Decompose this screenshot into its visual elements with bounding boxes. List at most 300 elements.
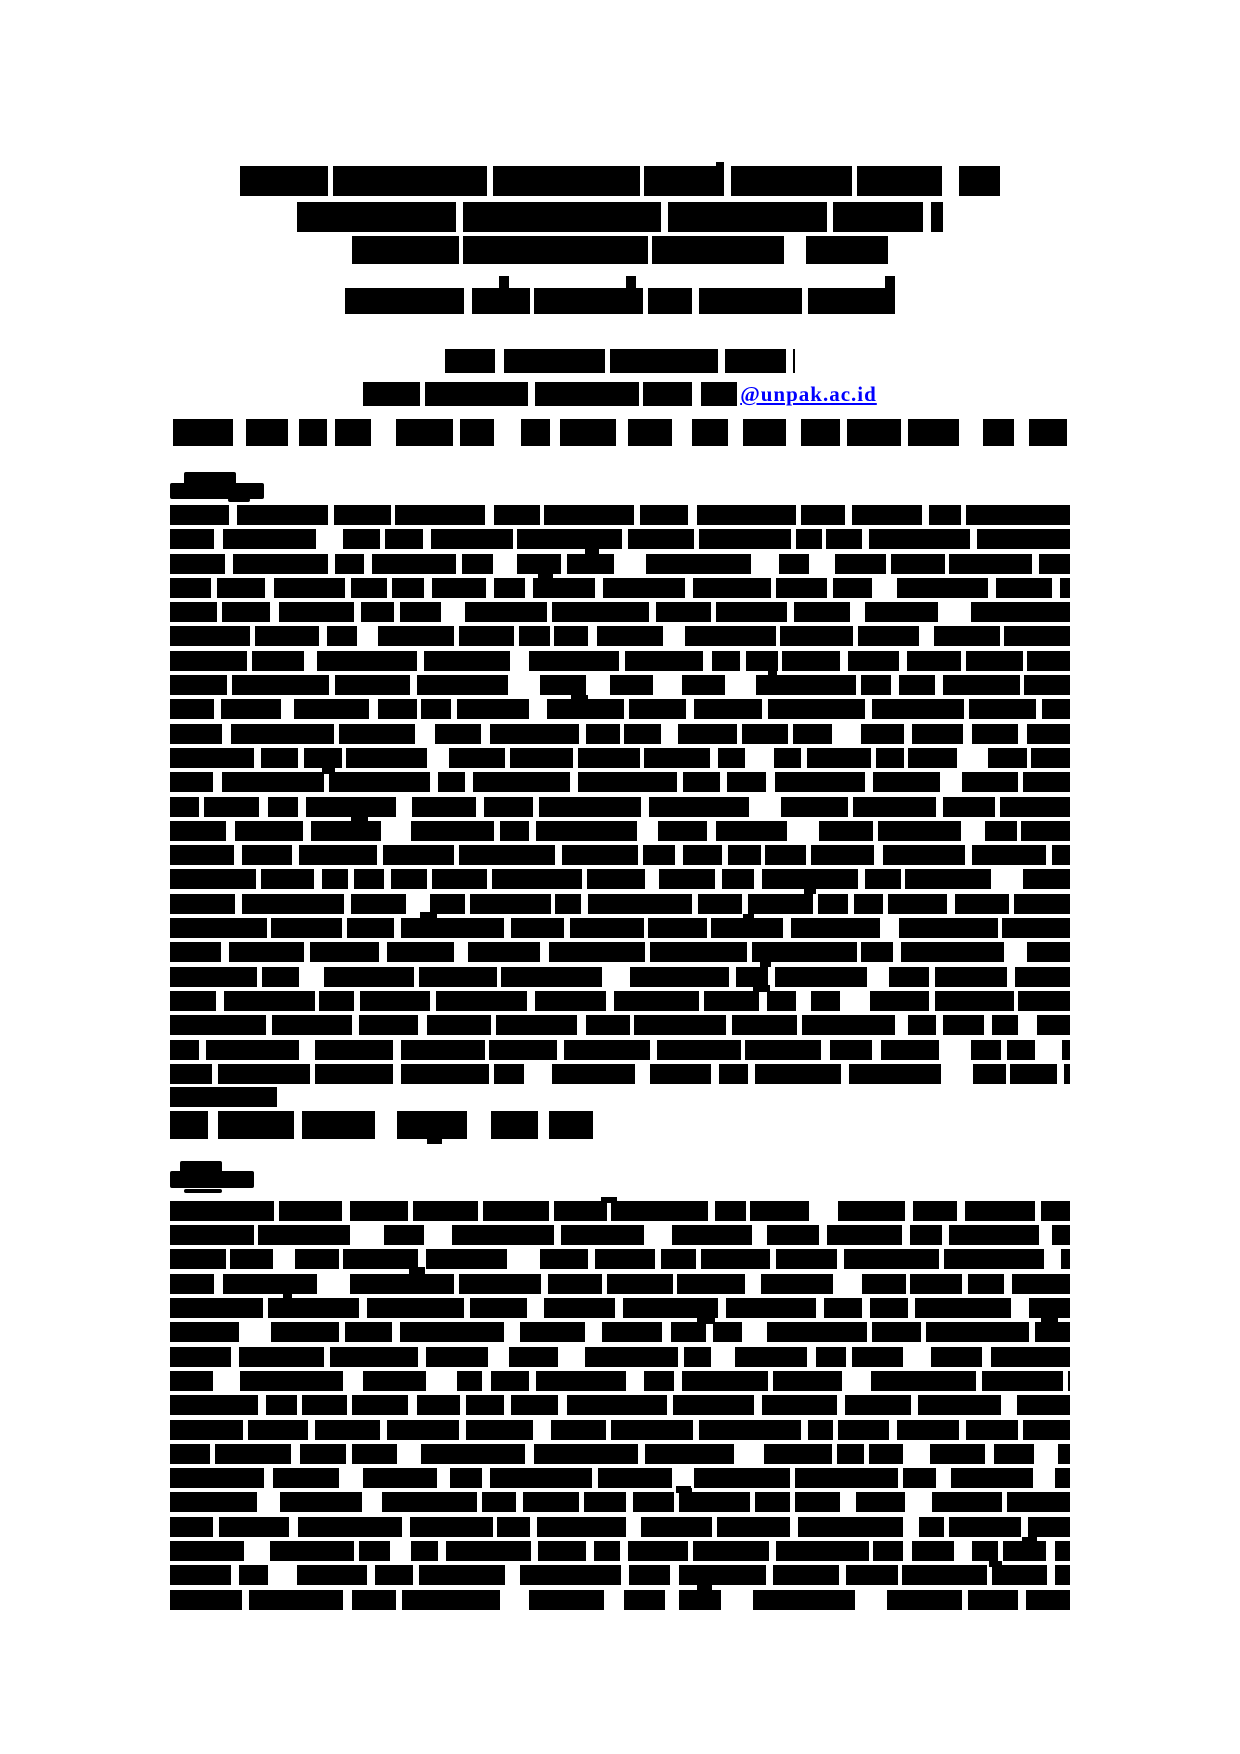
redacted-segment [235, 821, 303, 841]
redacted-segment [426, 1347, 487, 1367]
redacted-segment [417, 675, 508, 695]
redacted-segment [222, 772, 325, 792]
redacted-segment [240, 166, 328, 196]
redacted-segment [774, 748, 801, 768]
redacted-segment [944, 1249, 1045, 1269]
redacted-segment [1031, 748, 1070, 768]
redacted-segment [567, 1395, 667, 1415]
redacted-segment [387, 942, 454, 962]
redacted-segment [873, 772, 940, 792]
redacted-segment [459, 1274, 540, 1294]
redacted-segment [218, 1111, 293, 1139]
redacted-segment [731, 166, 852, 196]
redacted-segment [650, 1064, 711, 1084]
redacted-segment [1052, 845, 1070, 865]
redacted-segment [204, 797, 259, 817]
redacted-segment [808, 1420, 833, 1440]
redacted-segment [271, 918, 342, 938]
redacted-segment [773, 1565, 839, 1585]
redacted-text-line [170, 1274, 1070, 1294]
redacted-segment [534, 1444, 638, 1464]
redacted-segment [529, 651, 619, 671]
redacted-segment [401, 918, 504, 938]
redacted-segment [426, 1249, 508, 1269]
redacted-segment [649, 797, 750, 817]
redacted-segment [717, 1517, 790, 1537]
redacted-segment [324, 967, 413, 987]
redacted-segment [624, 1590, 666, 1610]
redacted-segment [838, 1201, 906, 1221]
section-heading [170, 1161, 254, 1193]
redacted-segment [567, 554, 614, 574]
redacted-segment [170, 1517, 213, 1537]
redacted-segment [170, 699, 214, 719]
redacted-segment [718, 748, 745, 768]
redacted-segment [419, 967, 497, 987]
redacted-segment [899, 918, 998, 938]
redacted-segment [511, 1395, 558, 1415]
redacted-segment [261, 748, 299, 768]
redacted-segment [170, 991, 216, 1011]
redacted-segment [611, 1201, 708, 1221]
redacted-segment [354, 869, 384, 889]
redacted-text-line [170, 1040, 1070, 1060]
redacted-segment [603, 578, 685, 598]
redacted-segment [493, 166, 639, 196]
redacted-segment [317, 651, 417, 671]
redacted-segment [897, 578, 988, 598]
redacted-segment [931, 1347, 982, 1367]
redacted-segment [861, 724, 904, 744]
redacted-segment [1023, 1420, 1070, 1440]
redacted-segment [985, 821, 1017, 841]
redacted-segment [611, 1420, 693, 1440]
redacted-segment [973, 1064, 1006, 1084]
redacted-segment [482, 1492, 516, 1512]
redacted-segment [827, 1225, 902, 1245]
redacted-segment [534, 288, 643, 314]
redacted-segment [833, 578, 872, 598]
redacted-segment [491, 1371, 529, 1391]
redacted-segment [838, 1420, 888, 1440]
redacted-segment [587, 869, 644, 889]
redacted-segment [497, 1517, 530, 1537]
redacted-segment [586, 1015, 630, 1035]
redacted-segment [232, 675, 329, 695]
redacted-segment [352, 1590, 397, 1610]
redacted-segment [536, 821, 637, 841]
paper-title-block [240, 166, 1000, 264]
redacted-segment [648, 918, 706, 938]
redacted-segment [912, 724, 963, 744]
redacted-segment [873, 1541, 903, 1561]
redacted-segment [1004, 626, 1070, 646]
redacted-segment [218, 1064, 310, 1084]
redacted-segment [239, 1347, 323, 1367]
redacted-segment [494, 505, 540, 525]
redacted-segment [988, 748, 1026, 768]
redacted-segment [170, 1371, 213, 1391]
redacted-segment [971, 1040, 1001, 1060]
redacted-segment [489, 1040, 557, 1060]
redacted-segment [811, 991, 840, 1011]
redacted-segment [870, 1298, 908, 1318]
redacted-ascender-bit [1022, 1537, 1037, 1543]
redacted-segment [634, 1015, 726, 1035]
redacted-segment [903, 1468, 936, 1488]
redacted-segment [538, 1541, 586, 1561]
redacted-segment [170, 651, 247, 671]
redacted-segment [901, 942, 1004, 962]
redacted-segment [1024, 675, 1070, 695]
redacted-text-line [170, 1249, 1070, 1269]
redacted-segment [552, 1064, 634, 1084]
redacted-segment [671, 1322, 706, 1342]
redacted-segment [1015, 967, 1070, 987]
redacted-segment [1007, 1492, 1070, 1512]
redacted-segment [966, 651, 1022, 671]
redacted-text-line [170, 918, 1070, 938]
redacted-segment [748, 894, 813, 914]
redacted-segment [795, 1492, 840, 1512]
redacted-segment [780, 626, 853, 646]
redacted-segment [725, 349, 787, 373]
redacted-text-line [170, 991, 1070, 1011]
redacted-segment [435, 724, 482, 744]
redacted-segment [280, 1492, 362, 1512]
redacted-segment [907, 651, 961, 671]
redacted-text-line [170, 1492, 1070, 1512]
redacted-segment [991, 1347, 1070, 1367]
redacted-text-line [170, 1201, 1070, 1221]
redacted-segment [535, 991, 606, 1011]
redacted-segment [888, 894, 947, 914]
redacted-segment [430, 894, 465, 914]
redacted-segment [682, 1371, 768, 1391]
redacted-segment [279, 1201, 342, 1221]
redacted-heading-shape [228, 498, 250, 502]
redacted-segment [402, 1590, 500, 1610]
redacted-text-line [170, 1015, 1070, 1035]
redacted-segment [509, 1347, 558, 1367]
redacted-text-line [170, 1590, 1070, 1610]
redacted-segment [902, 1565, 987, 1585]
redacted-segment [853, 797, 936, 817]
redacted-segment [533, 578, 595, 598]
redacted-segment [887, 1590, 961, 1610]
redacted-segment [466, 1395, 505, 1415]
redacted-segment [679, 1565, 766, 1585]
redacted-segment [856, 1492, 905, 1512]
redacted-segment [943, 797, 995, 817]
redacted-text-line [170, 1322, 1070, 1342]
redacted-segment [378, 699, 417, 719]
redacted-ascender-bit [351, 817, 368, 823]
redacted-segment [346, 748, 427, 768]
redacted-text-line [170, 1395, 1070, 1415]
redacted-segment [891, 554, 944, 574]
redacted-segment [345, 1322, 391, 1342]
redacted-segment [170, 1322, 239, 1342]
redacted-text-line [170, 651, 1070, 671]
redacted-segment [629, 1565, 671, 1585]
redacted-text-line [170, 1517, 1070, 1537]
redacted-segment [1039, 554, 1070, 574]
redacted-segment [252, 651, 304, 671]
redacted-segment [484, 797, 533, 817]
redacted-segment [361, 602, 393, 622]
redacted-segment [899, 675, 935, 695]
redacted-segment [333, 166, 487, 196]
redacted-segment [646, 554, 750, 574]
redacted-segment [847, 419, 900, 446]
keywords-label [170, 1087, 277, 1107]
redacted-segment [764, 1444, 833, 1464]
redacted-segment [852, 505, 922, 525]
redacted-segment [170, 1064, 212, 1084]
redacted-segment [343, 529, 380, 549]
redacted-segment [170, 1111, 208, 1139]
redacted-segment [463, 202, 661, 232]
redacted-segment [170, 1444, 210, 1464]
redacted-segment [223, 529, 316, 549]
keywords-list [170, 1111, 593, 1139]
redacted-segment [1010, 1064, 1057, 1084]
redacted-segment [492, 869, 582, 889]
redacted-segment [830, 1040, 872, 1060]
redacted-segment [935, 991, 1014, 1011]
redacted-segment [578, 748, 640, 768]
redacted-segment [693, 578, 771, 598]
redacted-segment [400, 602, 441, 622]
redacted-segment [659, 869, 715, 889]
redacted-segment [996, 578, 1052, 598]
abstract-paragraph [170, 505, 1070, 1084]
redacted-segment [870, 991, 929, 1011]
redacted-segment [844, 1249, 939, 1269]
redacted-segment [170, 554, 225, 574]
redacted-segment [217, 578, 265, 598]
redacted-segment [872, 1322, 921, 1342]
redacted-segment [242, 894, 344, 914]
redacted-segment [446, 1541, 531, 1561]
redacted-segment [170, 1590, 242, 1610]
redacted-segment [229, 942, 304, 962]
citation-line [173, 419, 1067, 446]
redacted-segment [727, 772, 767, 792]
redacted-segment [170, 1274, 214, 1294]
correspondence-redacted-text [363, 382, 737, 406]
redacted-segment [871, 1371, 976, 1391]
redacted-segment [536, 1371, 626, 1391]
redacted-segment [661, 1249, 696, 1269]
redacted-segment [862, 1274, 906, 1294]
redacted-segment [779, 554, 810, 574]
redacted-segment [910, 1274, 962, 1294]
redacted-text-line [170, 578, 1070, 598]
redacted-segment [385, 529, 424, 549]
redacted-segment [931, 202, 943, 232]
redacted-segment [436, 991, 527, 1011]
redacted-text-line [170, 1420, 1070, 1440]
redacted-segment [170, 602, 217, 622]
redacted-segment [775, 967, 868, 987]
redacted-text-line [170, 894, 1070, 914]
correspondence-line [363, 381, 877, 407]
redacted-segment [517, 554, 560, 574]
redacted-segment [801, 505, 846, 525]
redacted-segment [645, 1444, 734, 1464]
redacted-segment [614, 991, 699, 1011]
redacted-segment [327, 626, 357, 646]
redacted-segment [968, 1274, 1004, 1294]
redacted-text-line [170, 724, 1070, 744]
redacted-segment [652, 236, 784, 264]
redacted-segment [494, 578, 525, 598]
redacted-segment [330, 1347, 418, 1367]
redacted-segment [459, 626, 514, 646]
redacted-segment [483, 1201, 549, 1221]
redacted-segment [329, 772, 430, 792]
redacted-segment [350, 1201, 408, 1221]
author-superscript-mark [499, 276, 509, 289]
redacted-segment [215, 1444, 291, 1464]
redacted-segment [628, 419, 672, 446]
redacted-segment [854, 894, 883, 914]
redacted-segment [449, 748, 505, 768]
redacted-segment [678, 724, 736, 744]
redacted-segment [432, 869, 488, 889]
redacted-segment [319, 991, 353, 1011]
redacted-segment [994, 1444, 1035, 1464]
redacted-segment [170, 1201, 274, 1221]
redacted-segment [339, 724, 416, 744]
redacted-heading-shape [184, 1189, 222, 1193]
redacted-segment [231, 724, 334, 744]
redacted-segment [170, 918, 267, 938]
paper-body [0, 472, 1240, 1610]
redacted-segment [869, 529, 969, 549]
redacted-segment [595, 1249, 655, 1269]
redacted-segment [648, 288, 692, 314]
email-link[interactable]: @unpak.ac.id [740, 382, 877, 406]
redacted-segment [1058, 1444, 1070, 1464]
redacted-segment [849, 1064, 941, 1084]
redacted-segment [170, 797, 199, 817]
redacted-segment [170, 772, 213, 792]
redacted-segment [560, 419, 615, 446]
redacted-segment [732, 1015, 797, 1035]
redacted-segment [395, 505, 485, 525]
redacted-segment [644, 1371, 674, 1391]
redacted-segment [883, 845, 965, 865]
redacted-segment [762, 869, 857, 889]
redacted-segment [219, 1517, 289, 1537]
redacted-segment [679, 1590, 721, 1610]
redacted-segment [294, 699, 369, 719]
redacted-segment [683, 845, 722, 865]
redacted-segment [271, 1322, 339, 1342]
redacted-segment [223, 1274, 317, 1294]
redacted-segment [701, 1249, 770, 1269]
redacted-segment [1037, 1015, 1070, 1035]
redacted-segment [848, 651, 900, 671]
redacted-segment [562, 845, 637, 865]
redacted-segment [535, 382, 639, 406]
redacted-segment [233, 554, 328, 574]
redacted-segment [351, 578, 388, 598]
redacted-segment [625, 651, 703, 671]
redacted-segment [544, 505, 634, 525]
redacted-segment [1068, 1371, 1070, 1391]
redacted-segment [719, 1064, 748, 1084]
redacted-segment [221, 699, 281, 719]
redacted-segment [261, 869, 314, 889]
redacted-segment [551, 1420, 606, 1440]
redacted-segment [743, 419, 787, 446]
redacted-segment [753, 1590, 855, 1610]
redacted-segment [677, 1274, 746, 1294]
redacted-segment [781, 797, 848, 817]
redacted-segment [397, 1111, 467, 1139]
redacted-segment [1060, 578, 1070, 598]
redacted-segment [578, 772, 677, 792]
redacted-text-line [170, 699, 1070, 719]
redacted-segment [969, 699, 1036, 719]
redacted-segment [298, 1517, 402, 1537]
redacted-segment [801, 419, 839, 446]
redacted-segment [668, 202, 827, 232]
redacted-segment [520, 1322, 585, 1342]
redacted-segment [965, 1201, 1035, 1221]
redacted-segment [270, 1541, 354, 1561]
redacted-segment [360, 991, 430, 1011]
redacted-segment [450, 1468, 482, 1488]
redacted-segment [468, 942, 540, 962]
redacted-segment [768, 699, 865, 719]
redacted-segment [762, 1395, 837, 1415]
redacted-segment [673, 1395, 754, 1415]
redacted-segment [383, 845, 454, 865]
redacted-segment [240, 1371, 342, 1391]
redacted-segment [382, 1492, 477, 1512]
redacted-segment [302, 1111, 376, 1139]
redacted-segment [913, 1201, 957, 1221]
redacted-segment [206, 1040, 298, 1060]
redacted-ascender-bit [682, 1488, 692, 1494]
redacted-segment [682, 675, 725, 695]
redacted-segment [170, 675, 227, 695]
redacted-title-line [297, 202, 943, 232]
redacted-segment [712, 651, 741, 671]
redacted-segment [597, 626, 663, 646]
redacted-segment [701, 382, 737, 406]
redacted-segment [767, 1225, 819, 1245]
redacted-segment [644, 748, 709, 768]
redacted-segment [549, 1111, 593, 1139]
redacted-segment [466, 1420, 534, 1440]
redacted-segment [1027, 724, 1070, 744]
redacted-segment [268, 1298, 359, 1318]
redacted-segment [1012, 1274, 1070, 1294]
redacted-text-line [170, 1371, 1070, 1391]
redacted-segment [170, 578, 211, 598]
redacted-segment [992, 1015, 1019, 1035]
redacted-segment [378, 626, 455, 646]
redacted-segment [299, 845, 377, 865]
redacted-segment [658, 821, 707, 841]
redacted-segment [311, 821, 380, 841]
